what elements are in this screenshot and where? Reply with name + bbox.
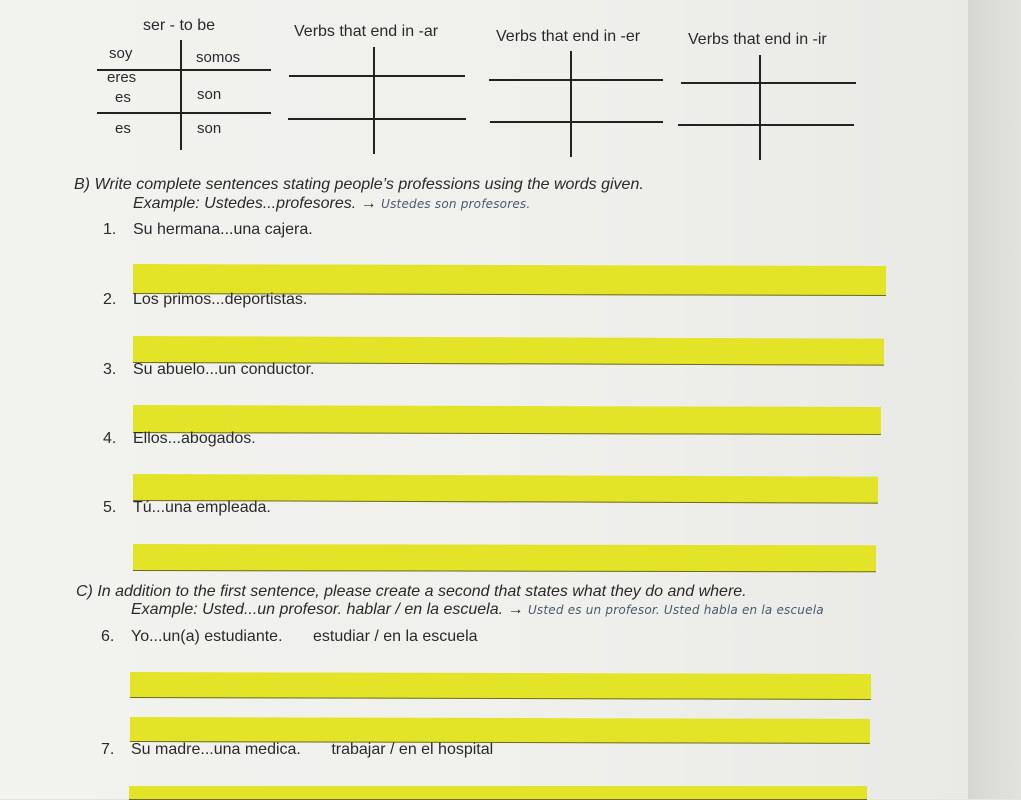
ser-cell-somos: somos (196, 49, 241, 66)
answer-line-5[interactable] (133, 544, 876, 572)
ar-table-horizontal-line (289, 75, 465, 77)
ir-table-horizontal-line (681, 82, 856, 84)
ser-cell-son-2: son (197, 120, 222, 137)
list-item (103, 221, 313, 239)
verb-table-ir-title: Verbs that end in -ir (688, 31, 827, 48)
section-b-instruction: B) Write complete sentences stating people’s professions using the words given. (74, 176, 644, 193)
item-prompt: Su abuelo...un conductor. (133, 361, 315, 378)
verb-table-er-title: Verbs that end in -er (496, 28, 641, 45)
list-item (101, 628, 478, 646)
list-item (103, 291, 307, 309)
item-prompt: Su madre...una medica. (131, 741, 301, 758)
ser-table-vertical-line (180, 40, 182, 150)
list-item (101, 741, 493, 759)
item-number: 2. (103, 291, 117, 308)
item-number: 5. (103, 499, 117, 516)
answer-line-7[interactable] (129, 786, 867, 800)
page-edge (968, 0, 1021, 799)
ser-cell-es: es (115, 89, 131, 106)
section-b-example-label: Example: Ustedes...profesores. → (133, 195, 377, 212)
ser-table-horizontal-line (97, 112, 271, 114)
er-table-vertical-line (570, 51, 572, 157)
section-c-example-answer: Usted es un profesor. Usted habla en la escuela (527, 603, 824, 617)
list-item (103, 430, 256, 448)
list-item (103, 361, 314, 379)
ser-cell-son: son (197, 86, 222, 103)
item-number: 4. (103, 430, 117, 447)
item-hint: estudiar / en la escuela (312, 628, 478, 645)
section-c-example-label: Example: Usted...un profesor. hablar / en la escuela. → (131, 601, 524, 618)
item-prompt: Tú...una empleada. (133, 499, 271, 516)
item-prompt: Su hermana...una cajera. (133, 221, 313, 238)
ser-cell-eres: eres (107, 69, 137, 86)
ir-table-vertical-line (759, 55, 761, 160)
er-table-horizontal-line (489, 79, 663, 81)
section-c-instruction: C) In addition to the first sentence, please create a second that states what they do and where. (76, 583, 747, 600)
item-prompt: Yo...un(a) estudiante. (131, 628, 283, 645)
section-b-example-answer: Ustedes son profesores. (381, 197, 531, 211)
item-number: 3. (103, 361, 117, 378)
item-number: 6. (101, 628, 115, 645)
ser-table-title: ser - to be (143, 17, 216, 34)
item-prompt: Los primos...deportistas. (133, 291, 308, 308)
er-table-horizontal-line (490, 121, 663, 123)
item-number: 7. (101, 741, 115, 758)
verb-table-ar-title: Verbs that end in -ar (294, 23, 439, 40)
answer-line-6b[interactable] (130, 717, 870, 744)
item-hint: trabajar / en el hospital (331, 741, 494, 758)
section-b-example (133, 195, 530, 213)
ar-table-horizontal-line (288, 118, 466, 120)
item-prompt: Ellos...abogados. (133, 430, 256, 447)
ser-cell-es-2: es (115, 120, 131, 137)
answer-line-6a[interactable] (130, 672, 871, 700)
list-item (103, 499, 271, 517)
ser-cell-soy: soy (109, 45, 133, 62)
ir-table-horizontal-line (678, 124, 854, 126)
ar-table-vertical-line (373, 47, 375, 154)
item-number: 1. (103, 221, 117, 238)
section-c-example (131, 601, 824, 619)
